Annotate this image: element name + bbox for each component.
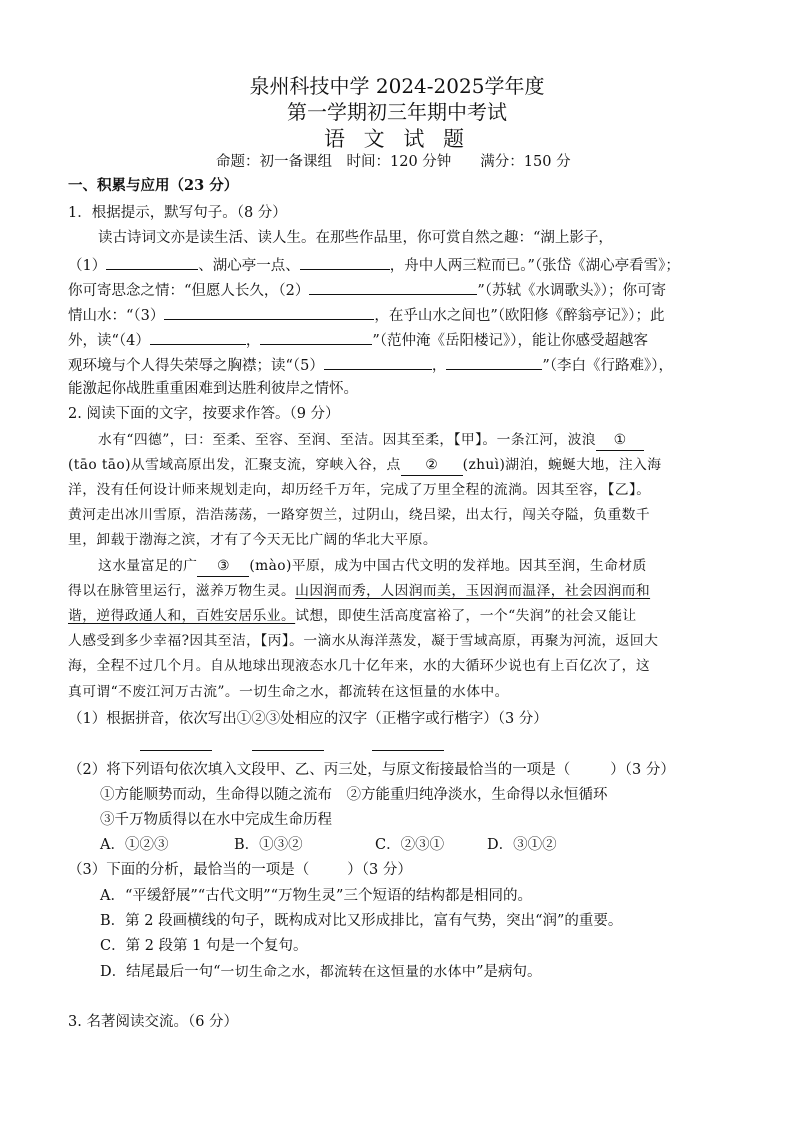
quoted-sentence: 一切生命之水，都流转在这恒量的水体中 [220,964,477,980]
q1-text: ”（范仲淹《岳阳楼记》），能让你感受超越客 [372,333,649,349]
underlined-sentence: 谐，逆得政通人和，百姓安居乐业。 [68,608,296,624]
passage-line [68,455,661,476]
passage-text: 试想，即使生活高度富裕了，一个“失润”的社会又能让 [295,608,637,624]
answer-blank-3[interactable] [372,750,444,751]
q1-text: ， [245,333,261,349]
option-a: A．①②③ [100,837,169,853]
analysis-option-a: A．“平缓舒展”“古代文明”“万物生灵”三个短语的结构都是相同的。 [100,888,532,904]
passage-line [68,606,637,626]
q2-sub1: （1）根据拼音，依次写出①②③处相应的汉字（正楷字或行楷字）（3 分） [68,711,548,727]
underlined-sentence: 山因润而秀，人因润而美，玉因润而温泽，社会因润而和 [295,583,651,599]
q1-text: ，舟中人两三粒而已。”（张岱《湖心亭看雪》； [389,258,680,274]
blank-2[interactable] [309,279,477,295]
q3-stem: 3. 名著阅读交流。（6 分） [68,1014,239,1030]
passage-line [98,556,647,577]
q1-line [68,304,665,326]
q1-stem: 1．根据提示，默写句子。（8 分） [68,205,287,221]
passage-line [68,581,650,601]
exam-info: 命题：初一备课组 时间：120 分钟 满分：150 分 [216,154,571,170]
blank-4a[interactable] [150,329,246,345]
q2-sub3-text: （3）下面的分析，最恰当的一项是（ [68,862,310,878]
q2-stem: 2. 阅读下面的文字，按要求作答。（9 分） [68,406,340,422]
q1-text: 情山水：“（3） [68,308,165,324]
q1-text: （1） [68,258,107,274]
analysis-text: ”是病句。 [476,964,542,980]
q1-text: 、湖心亭一点、 [198,258,300,274]
q2-sub2-text: （2）将下列语句依次填入文段甲、乙、丙三处，与原文衔接最恰当的一项是（ [68,762,571,778]
passage-text: 水有“四德”，曰：至柔、至容、至润、至洁。因其至柔，【甲】。一条江河，波浪 [98,432,596,448]
q2-sub2-score: ）（3 分） [610,762,675,778]
analysis-option-c: C．第 2 段第 1 句是一个复句。 [100,938,308,954]
section-heading: 一、积累与应用（23 分） [68,177,239,194]
passage-line [98,430,644,451]
option-d: D．③①② [487,837,557,853]
blank-5b[interactable] [446,354,542,370]
sentence-options: ③千万物质得以在水中完成生命历程 [100,812,332,828]
q1-text: ”（苏轼《水调歌头》）；你可寄 [477,283,667,299]
q1-text: ”（李白《行路难》）， [542,358,674,374]
blank-1b[interactable] [300,254,390,270]
q1-line [68,354,673,376]
passage-line: 人感受到多少幸福?因其至洁，【丙】。一滴水从海洋蒸发，凝于雪域高原，再聚为河流，返回大 [68,633,659,649]
blank-5a[interactable] [324,354,432,370]
passage-line: 真可谓“不废江河万古流”。一切生命之水，都流转在这恒量的水体中。 [68,684,509,700]
q1-line [68,279,666,301]
q1-line [68,254,680,276]
q1-text: 你可寄思念之情：“但愿人长久，（2） [68,283,310,299]
passage-text: 得以在脉管里运行，滋养万物生灵。 [68,583,296,599]
passage-text: (zhuì)湖泊，蜿蜒大地，注入海 [462,457,662,473]
q2-sub3 [68,860,412,880]
option-c: C．②③① [375,837,445,853]
passage-line: 黄河走出冰川雪原，浩浩荡荡，一路穿贺兰，过阴山，绕吕梁，出太行，闯关夺隘，负重数千 [68,507,651,523]
subject-title: 语 文 试 题 [323,127,471,151]
blank-1a[interactable] [106,254,198,270]
blank-4b[interactable] [260,329,372,345]
passage-line: 海，全程不过几个月。自从地球出现液态水几十亿年来，水的大循环少说也有上百亿次了，这 [68,658,651,674]
sentence-options: ①方能顺势而动，生命得以随之流布 ②方能重归纯净淡水，生命得以永恒循环 [100,787,608,803]
q1-text: ，在乎山水之间也”（欧阳修《醉翁亭记》）；此 [374,308,665,324]
q1-line: 能激起你战胜重重困难到达胜利彼岸之情怀。 [68,381,358,397]
school-title: 泉州科技中学 2024-2025学年度 [249,74,545,98]
blank-3[interactable] [164,304,374,320]
q1-line [68,329,648,351]
blank-mark-2[interactable]: ② [401,455,463,476]
analysis-option-d [100,962,542,982]
passage-line: 里，卸载于渤海之滨，才有了今天无比广阔的华北大平原。 [68,532,438,548]
passage-text: 这水量富足的广 [98,558,198,574]
answer-blank-2[interactable] [252,750,324,751]
q2-sub3-score: ）（3 分） [347,862,412,878]
q1-text: 观环境与个人得失荣辱之胸襟；读“（5） [68,358,324,374]
passage-line: 洋，没有任何设计师来规划走向，却历经千万年，完成了万里全程的流淌。因其至容，【乙】。 [68,482,651,498]
q1-text: 外，读“（4） [68,333,150,349]
blank-mark-3[interactable]: ③ [197,556,249,577]
q1-para: 读古诗词文亦是读生活、读人生。在那些作品里，你可赏自然之趣：“湖上影子， [98,230,613,246]
analysis-text: D．结尾最后一句“ [100,964,221,980]
passage-text: (mào)平原，成为中国古代文明的发祥地。因其至润，生命材质 [249,558,647,574]
q1-text: ， [431,358,447,374]
analysis-option-b: B．第 2 段画横线的句子，既构成对比又形成排比，富有气势，突出“润”的重要。 [100,913,623,929]
blank-mark-1[interactable]: ① [596,430,644,451]
q2-sub2 [68,760,675,780]
answer-blank-1[interactable] [140,750,212,751]
exam-title: 第一学期初三年期中考试 [287,100,507,124]
option-b: B．①③② [234,837,303,853]
passage-text: (tāo tāo)从雪域高原出发，汇聚支流，穿峡入谷，点 [68,457,401,473]
